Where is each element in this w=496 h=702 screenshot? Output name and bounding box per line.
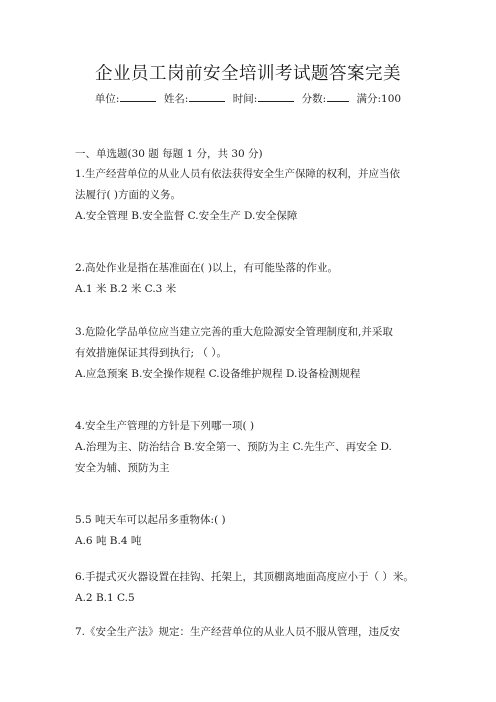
question-options: 安全为辅、预防为主: [75, 462, 170, 474]
score-blank: [327, 91, 349, 102]
question-1: [75, 164, 425, 227]
question-7: [75, 622, 425, 643]
question-6: [75, 567, 425, 609]
question-5: [75, 510, 425, 552]
question-stem: 4.安全生产管理的方针是下列哪一项( ): [75, 420, 255, 432]
question-stem: 有效措施保证其得到执行; （ ）。: [75, 347, 227, 359]
unit-blank: [120, 91, 156, 102]
time-blank: [258, 91, 294, 102]
question-options: A.治理为主、防治结合 B.安全第一、预防为主 C.先生产、再安全 D.: [75, 441, 392, 453]
question-options: A.1 米 B.2 米 C.3 米: [75, 283, 177, 295]
question-stem: 7.《安全生产法》规定：生产经营单位的从业人员不服从管理，违反安: [75, 626, 401, 638]
page-title: 企业员工岗前安全培训考试题答案完美: [95, 64, 401, 84]
question-2: [75, 258, 425, 300]
question-stem: 6.手提式灭火器设置在挂钩、托架上，其顶棚离地面高度应小于（ ）米。: [75, 571, 414, 583]
score-label: 分数:: [301, 93, 327, 105]
full-score-label: 满分:100: [356, 93, 402, 105]
question-options: A.应急预案 B.安全操作规程 C.设备维护规程 D.设备检测规程: [75, 368, 361, 380]
question-4: [75, 416, 425, 479]
question-3: [75, 322, 425, 385]
unit-label: 单位:: [94, 93, 120, 105]
name-label: 姓名:: [163, 93, 189, 105]
question-options: A.6 吨 B.4 吨: [75, 535, 142, 547]
name-blank: [189, 91, 225, 102]
question-options: A.安全管理 B.安全监督 C.安全生产 D.安全保障: [75, 210, 298, 222]
section-heading: 一、单选题(30 题 每题 1 分，共 30 分): [75, 148, 263, 160]
question-stem: 3.危险化学品单位应当建立完善的重大危险源安全管理制度和,并采取: [75, 326, 393, 338]
question-stem: 1.生产经营单位的从业人员有依法获得安全生产保障的权利，并应当依: [75, 168, 401, 180]
question-stem: 2.高处作业是指在基准面在( )以上，有可能坠落的作业。: [75, 262, 339, 274]
question-stem: 5.5 吨天车可以起吊多重物体:( ): [75, 514, 226, 526]
question-stem: 法履行( )方面的义务。: [75, 189, 182, 201]
time-label: 时间:: [232, 93, 258, 105]
exam-info-line: [0, 91, 496, 106]
question-options: A.2 B.1 C.5: [75, 592, 135, 604]
